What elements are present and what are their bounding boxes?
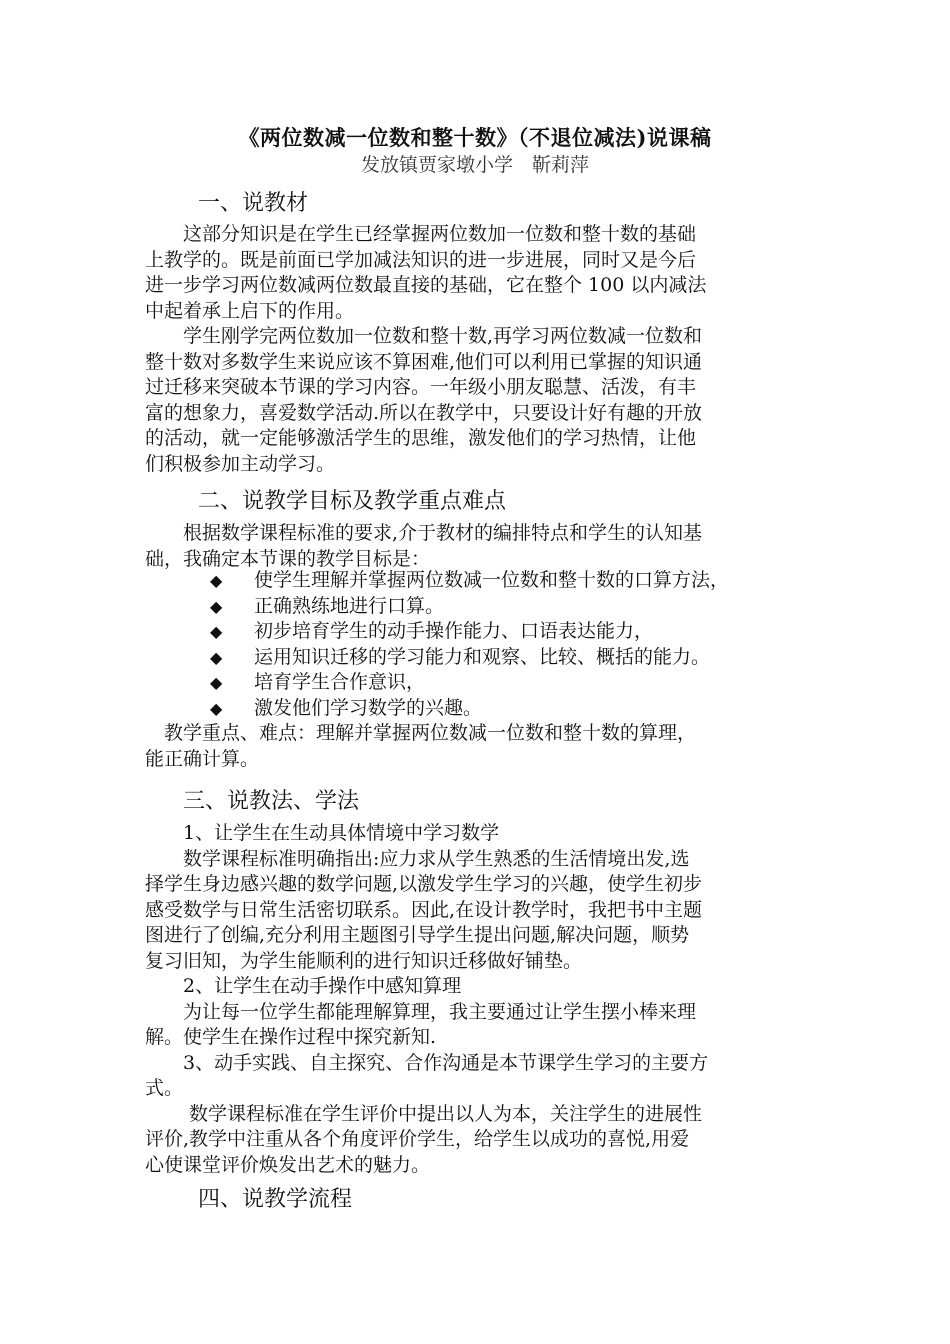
text-line: 图进行了创编,充分利用主题图引导学生提出问题,解决问题，顺势 (145, 924, 690, 946)
diamond-bullet-icon: ◆ (210, 647, 223, 667)
goal-item (210, 619, 729, 645)
goal-item (210, 670, 729, 696)
diamond-bullet-icon: ◆ (210, 673, 223, 692)
goal-text: 正确熟练地进行口算。 (254, 594, 445, 617)
goal-item (210, 696, 729, 722)
section3-item1 (145, 821, 810, 1178)
goal-text: 激发他们学习数学的兴趣。 (254, 696, 483, 719)
goal-text: 初步培育学生的动手操作能力、口语表达能力， (254, 620, 654, 642)
section3-heading: 三、说教法、学法 (183, 789, 360, 814)
section4-heading: 四、说教学流程 (198, 1187, 353, 1212)
goal-item (210, 645, 729, 671)
text-line: 们积极参加主动学习。 (145, 452, 336, 475)
goal-item (210, 594, 729, 620)
text-line: 心使课堂评价焕发出艺术的魅力。 (145, 1153, 431, 1176)
diamond-bullet-icon: ◆ (210, 622, 223, 641)
goals-list (210, 568, 729, 721)
text-line: 础，我确定本节课的教学目标是： (145, 547, 431, 570)
document-title: 《两位数减一位数和整十数》（不退位减法)说课稿 (238, 125, 712, 150)
text-line: 数学课程标准明确指出:应力求从学生熟悉的生活情境出发,选 (145, 847, 690, 870)
text-line: 富的想象力，喜爱数学活动.所以在教学中，只要设计好有趣的开放 (145, 401, 703, 424)
text-line: 评价,教学中注重从各个角度评价学生，给学生以成功的喜悦,用爱 (145, 1128, 690, 1150)
diamond-bullet-icon: ◆ (210, 596, 223, 616)
section1-heading: 一、说教材 (198, 191, 309, 216)
keypoints-paragraph (145, 721, 810, 772)
text-line: 复习旧知，为学生能顺利的进行知识迁移做好铺垫。 (145, 949, 583, 972)
goal-text: 运用知识迁移的学习能力和观察、比较、概括的能力。 (254, 645, 711, 668)
diamond-bullet-icon: ◆ (210, 571, 223, 590)
document-subtitle: 发放镇贾家墩小学 靳莉萍 (360, 154, 589, 176)
section2-intro (145, 521, 810, 572)
text-line: 式。 (145, 1077, 184, 1099)
text-line: 感受数学与日常生活密切联系。因此,在设计教学时，我把书中主题 (145, 898, 703, 921)
item-title: 1、让学生在生动具体情境中学习数学 (145, 822, 500, 844)
text-line: 能正确计算。 (145, 747, 260, 770)
goal-text: 使学生理解并掌握两位数减一位数和整十数的口算方法， (254, 569, 730, 591)
goal-text: 培育学生合作意识， (254, 671, 426, 693)
text-line: 解。使学生在操作过程中探究新知. (145, 1026, 437, 1048)
item-title: 2、让学生在动手操作中感知算理 (145, 975, 462, 997)
text-line: 数学课程标准在学生评价中提出以人为本，关注学生的进展性 (145, 1102, 703, 1125)
text-line: 3、动手实践、自主探究、合作沟通是本节课学生学习的主要方 (145, 1051, 709, 1074)
text-line: 学生刚学完两位数加一位数和整十数,再学习两位数减一位数和 (145, 325, 703, 347)
text-line: 上教学的。既是前面已学加减法知识的进一步进展，同时又是今后 (145, 248, 697, 271)
section1-paragraph1 (145, 222, 810, 324)
goal-item (210, 568, 729, 594)
section1-paragraph2 (145, 324, 810, 477)
section2-heading: 二、说教学目标及教学重点难点 (198, 489, 507, 514)
text-line: 过迁移来突破本节课的学习内容。一年级小朋友聪慧、活泼，有丰 (145, 376, 697, 398)
text-line: 择学生身边感兴趣的数学问题,以激发学生学习的兴趣，使学生初步 (145, 873, 703, 895)
text-line: 中起着承上启下的作用。 (145, 299, 355, 322)
diamond-bullet-icon: ◆ (210, 698, 223, 718)
text-line: 这部分知识是在学生已经掌握两位数加一位数和整十数的基础 (145, 223, 697, 245)
text-line: 进一步学习两位数减两位数最直接的基础，它在整个 100 以内减法 (145, 274, 707, 296)
text-line: 整十数对多数学生来说应该不算困难,他们可以利用已掌握的知识通 (145, 350, 703, 373)
text-line: 为让每一位学生都能理解算理，我主要通过让学生摆小棒来理 (145, 1000, 697, 1023)
text-line: 的活动，就一定能够激活学生的思维，激发他们的学习热情，让他 (145, 427, 697, 449)
text-line: 根据数学课程标准的要求,介于教材的编排特点和学生的认知基 (145, 522, 703, 544)
text-line: 教学重点、难点：理解并掌握两位数减一位数和整十数的算理， (145, 722, 697, 744)
